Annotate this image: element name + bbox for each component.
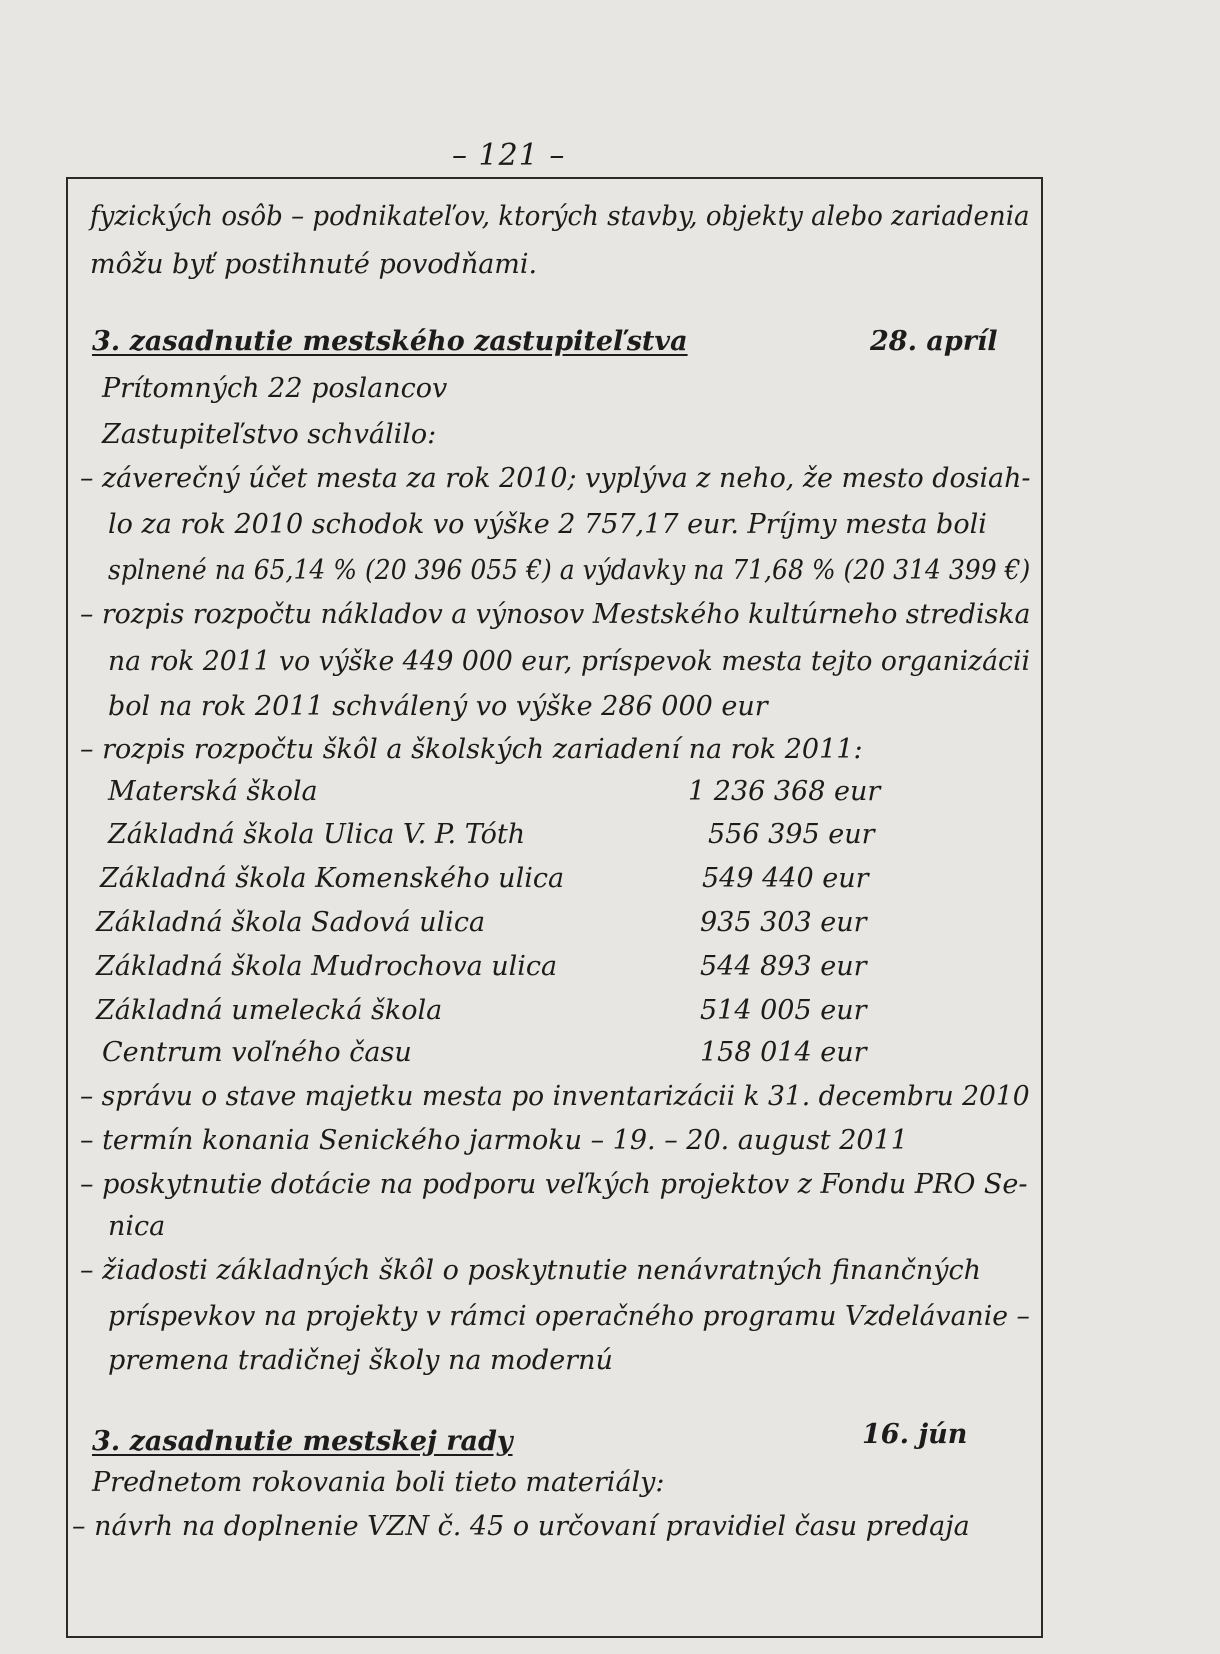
intro-line-1: fyzických osôb – podnikateľov, ktorých stavby, objekty alebo zariadenia — [90, 201, 1030, 232]
session1-item-line: na rok 2011 vo výške 449 000 eur, príspevok mesta tejto organizácii — [108, 646, 1031, 677]
session1-item-line: splnené na 65,14 % (20 396 055 €) a výdavky na 71,68 % (20 314 399 €) — [108, 555, 1031, 586]
session1-item-line: bol na rok 2011 schválený vo výške 286 000 eur — [108, 691, 768, 722]
school-amount: 514 005 eur — [700, 995, 867, 1026]
session1-item-line: príspevkov na projekty v rámci operačného programu Vzdelávanie – — [108, 1301, 1030, 1332]
school-name: Centrum voľného času — [102, 1037, 412, 1068]
school-amount: 158 014 eur — [700, 1037, 867, 1068]
school-amount: 549 440 eur — [702, 863, 869, 894]
session1-item-line: – termín konania Senického jarmoku – 19. – 20. august 2011 — [80, 1125, 908, 1156]
school-name: Základná škola Mudrochova ulica — [96, 951, 558, 982]
session1-item-line: – rozpis rozpočtu škôl a školských zariadení na rok 2011: — [80, 734, 863, 765]
session1-item-line: nica — [108, 1211, 166, 1242]
session1-item-line: – rozpis rozpočtu nákladov a výnosov Mestského kultúrneho strediska — [80, 599, 1031, 630]
session1-item-line: – záverečný účet mesta za rok 2010; vyplýva z neho, že mesto dosiah- — [80, 463, 1031, 494]
session2-date: 16. jún — [862, 1419, 968, 1450]
intro-line-2: môžu byť postihnuté povodňami. — [90, 249, 538, 280]
session1-item-line: – žiadosti základných škôl o poskytnutie nenávratných finančných — [80, 1255, 982, 1286]
session2-item-line: – návrh na doplnenie VZN č. 45 o určovaní pravidiel času predaja — [72, 1511, 970, 1542]
school-name: Základná škola Komenského ulica — [100, 863, 565, 894]
session1-present: Prítomných 22 poslancov — [102, 373, 448, 404]
session1-item-line: – poskytnutie dotácie na podporu veľkých projektov z Fondu PRO Se- — [80, 1169, 1028, 1200]
session1-date: 28. apríl — [870, 326, 998, 357]
school-name: Základná umelecká škola — [96, 995, 443, 1026]
page-number: – 121 – — [452, 138, 566, 173]
school-name: Materská škola — [108, 776, 318, 807]
school-amount: 935 303 eur — [700, 907, 867, 938]
session1-item-line: lo za rok 2010 schodok vo výške 2 757,17 eur. Príjmy mesta boli — [108, 509, 987, 540]
session1-title: 3. zasadnutie mestského zastupiteľstva — [92, 326, 688, 357]
session1-approved: Zastupiteľstvo schválilo: — [102, 419, 437, 450]
session2-title: 3. zasadnutie mestskej rady — [92, 1426, 513, 1457]
session1-item-line: premena tradičnej školy na modernú — [108, 1345, 613, 1376]
school-amount: 556 395 eur — [708, 819, 875, 850]
school-amount: 544 893 eur — [700, 951, 867, 982]
session1-item-line: – správu o stave majetku mesta po inventarizácii k 31. decembru 2010 — [80, 1081, 1030, 1112]
school-name: Základná škola Ulica V. P. Tóth — [108, 819, 526, 850]
school-name: Základná škola Sadová ulica — [96, 907, 486, 938]
session2-intro: Prednetom rokovania boli tieto materiály: — [92, 1467, 665, 1498]
school-amount: 1 236 368 eur — [688, 776, 881, 807]
